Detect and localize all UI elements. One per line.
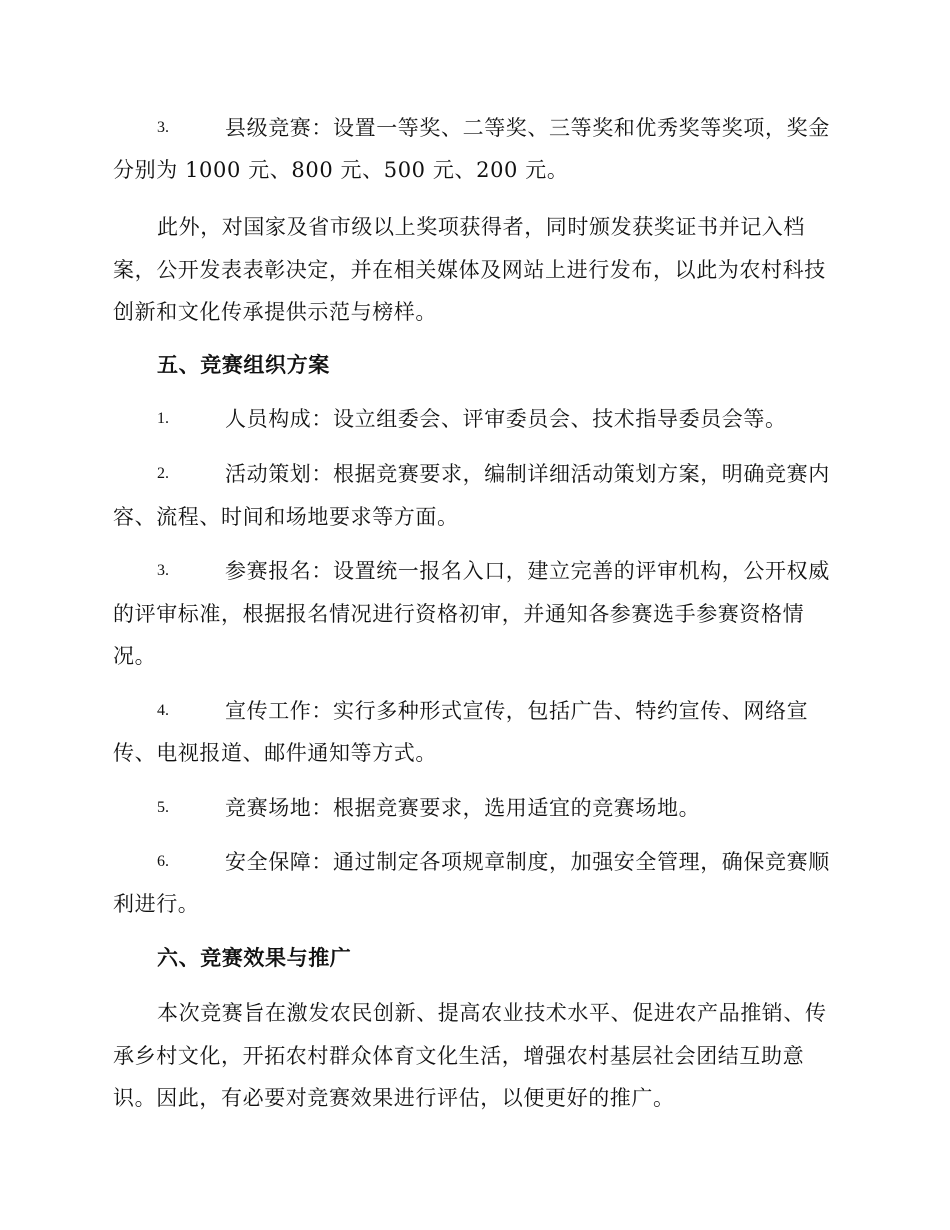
- section-heading: 五、竞赛组织方案: [157, 352, 330, 377]
- paragraph-line: 创新和文化传承提供示范与榜样。: [113, 300, 437, 324]
- list-item-text-continued: 利进行。: [113, 892, 200, 916]
- list-number: 1.: [157, 410, 169, 427]
- list-number: 3.: [157, 562, 169, 579]
- section-heading: 六、竞赛效果与推广: [157, 945, 352, 970]
- list-item-text-continued: 的评审标准，根据报名情况进行资格初审，并通知各参赛选手参赛资格情: [113, 602, 805, 626]
- paragraph-line: 识。因此，有必要对竞赛效果进行评估，以便更好的推广。: [113, 1086, 675, 1110]
- paragraph-line: 承乡村文化，开拓农村群众体育文化生活，增强农村基层社会团结互助意: [113, 1044, 805, 1068]
- list-item-text-continued: 传、电视报道、邮件通知等方式。: [113, 741, 437, 765]
- list-number: 3.: [157, 119, 169, 136]
- list-item-text: 参赛报名：设置统一报名入口，建立完善的评审机构，公开权威: [225, 559, 830, 583]
- list-item-text-continued: 分别为 1000 元、800 元、500 元、200 元。: [113, 158, 569, 182]
- list-item-text-continued: 容、流程、时间和场地要求等方面。: [113, 505, 459, 529]
- paragraph-line: 此外，对国家及省市级以上奖项获得者，同时颁发获奖证书并记入档: [157, 215, 805, 239]
- list-item-text: 竞赛场地：根据竞赛要求，选用适宜的竞赛场地。: [225, 796, 701, 820]
- list-item-text: 县级竞赛：设置一等奖、二等奖、三等奖和优秀奖等奖项，奖金: [225, 116, 830, 140]
- list-number: 6.: [157, 853, 169, 870]
- list-item-text: 宣传工作：实行多种形式宣传，包括广告、特约宣传、网络宣: [225, 699, 809, 723]
- list-number: 5.: [157, 799, 169, 816]
- list-item-text: 安全保障：通过制定各项规章制度，加强安全管理，确保竞赛顺: [225, 850, 830, 874]
- paragraph-line: 本次竞赛旨在激发农民创新、提高农业技术水平、促进农产品推销、传: [157, 1001, 827, 1025]
- list-item-text-continued: 况。: [113, 644, 157, 668]
- paragraph-line: 案，公开发表表彰决定，并在相关媒体及网站上进行发布，以此为农村科技: [113, 258, 826, 282]
- list-number: 2.: [157, 465, 169, 482]
- list-item-text: 活动策划：根据竞赛要求，编制详细活动策划方案，明确竞赛内: [225, 462, 830, 486]
- list-number: 4.: [157, 702, 169, 719]
- list-item-text: 人员构成：设立组委会、评审委员会、技术指导委员会等。: [225, 407, 787, 431]
